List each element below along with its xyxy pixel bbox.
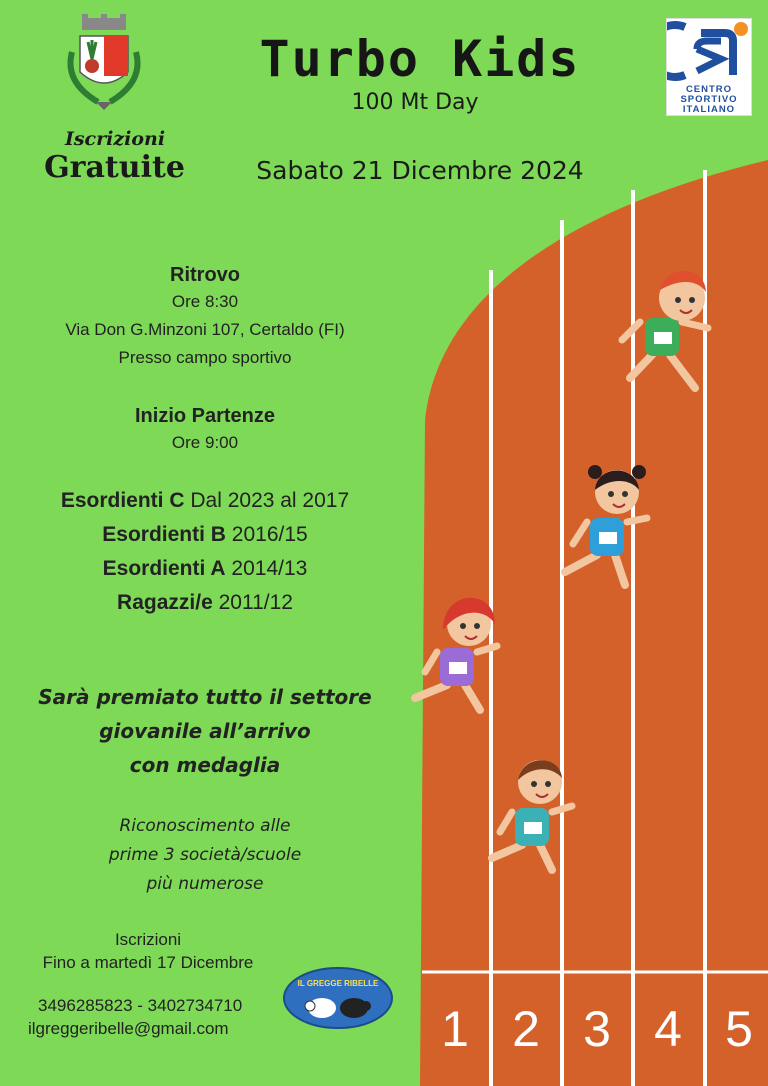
municipal-emblem-icon [58,12,150,120]
category-item [20,518,390,552]
ritrovo-address: Via Don G.Minzoni 107, Certaldo (FI) [65,320,345,339]
category-years: Dal 2023 al 2017 [190,489,350,512]
category-name: Esordienti A [102,557,226,580]
csi-line-1: CENTRO [685,84,733,95]
recognition-line-3: più numerose [146,874,264,894]
ritrovo-heading: Ritrovo [170,264,240,286]
partenze-heading: Inizio Partenze [134,405,276,427]
lane-number: 2 [512,1001,540,1057]
lane-number: 3 [583,1001,611,1057]
page-title: Turbo Kids [259,30,581,88]
event-date: Sabato 21 Dicembre 2024 [256,156,584,185]
gregge-ribelle-logo [282,966,394,1030]
ritrovo-time: Ore 8:30 [171,292,239,311]
recognition-note [60,812,350,899]
registration-value: Gratuite [44,150,185,185]
ritrovo-place: Presso campo sportivo [118,348,292,367]
contact-email[interactable]: ilgreggeribelle@gmail.com [28,1019,229,1038]
partenze-time: Ore 9:00 [171,433,239,452]
prize-note [20,680,390,782]
contacts-section [28,994,278,1040]
prize-line-1: Sarà premiato tutto il settore [38,685,372,709]
recognition-line-2: prime 3 società/scuole [108,845,302,865]
category-years: 2016/15 [231,523,308,546]
deadline-date: Fino a martedì 17 Dicembre [42,953,254,972]
lane-number: 4 [654,1001,682,1057]
recognition-line-1: Riconoscimento alle [119,816,291,836]
page-subtitle: 100 Mt Day [351,90,479,115]
categories-list [20,484,390,620]
category-years: 2011/12 [218,591,293,614]
csi-line-3: ITALIANO [682,104,736,115]
category-years: 2014/13 [231,557,308,580]
category-name: Esordienti B [102,523,226,546]
prize-line-2: giovanile all’arrivo [99,719,311,743]
category-name: Esordienti C [60,489,185,512]
csi-mark-icon [667,19,751,81]
deadline-section [18,928,278,974]
partenze-section [20,403,390,457]
registration-label: Iscrizioni [64,128,166,150]
contact-phones[interactable]: 3496285823 - 3402734710 [38,996,243,1015]
csi-line-2: SPORTIVO [680,94,738,105]
ritrovo-section [20,262,390,372]
lane-number: 5 [725,1001,753,1057]
lane-number: 1 [441,1001,469,1057]
csi-logo [666,18,752,116]
category-item [20,484,390,518]
badge-text: IL GREGGE RIBELLE [297,979,379,988]
deadline-label: Iscrizioni [114,930,182,949]
prize-line-3: con medaglia [129,753,281,777]
category-item [20,586,390,620]
category-name: Ragazzi/e [117,591,213,614]
category-item [20,552,390,586]
